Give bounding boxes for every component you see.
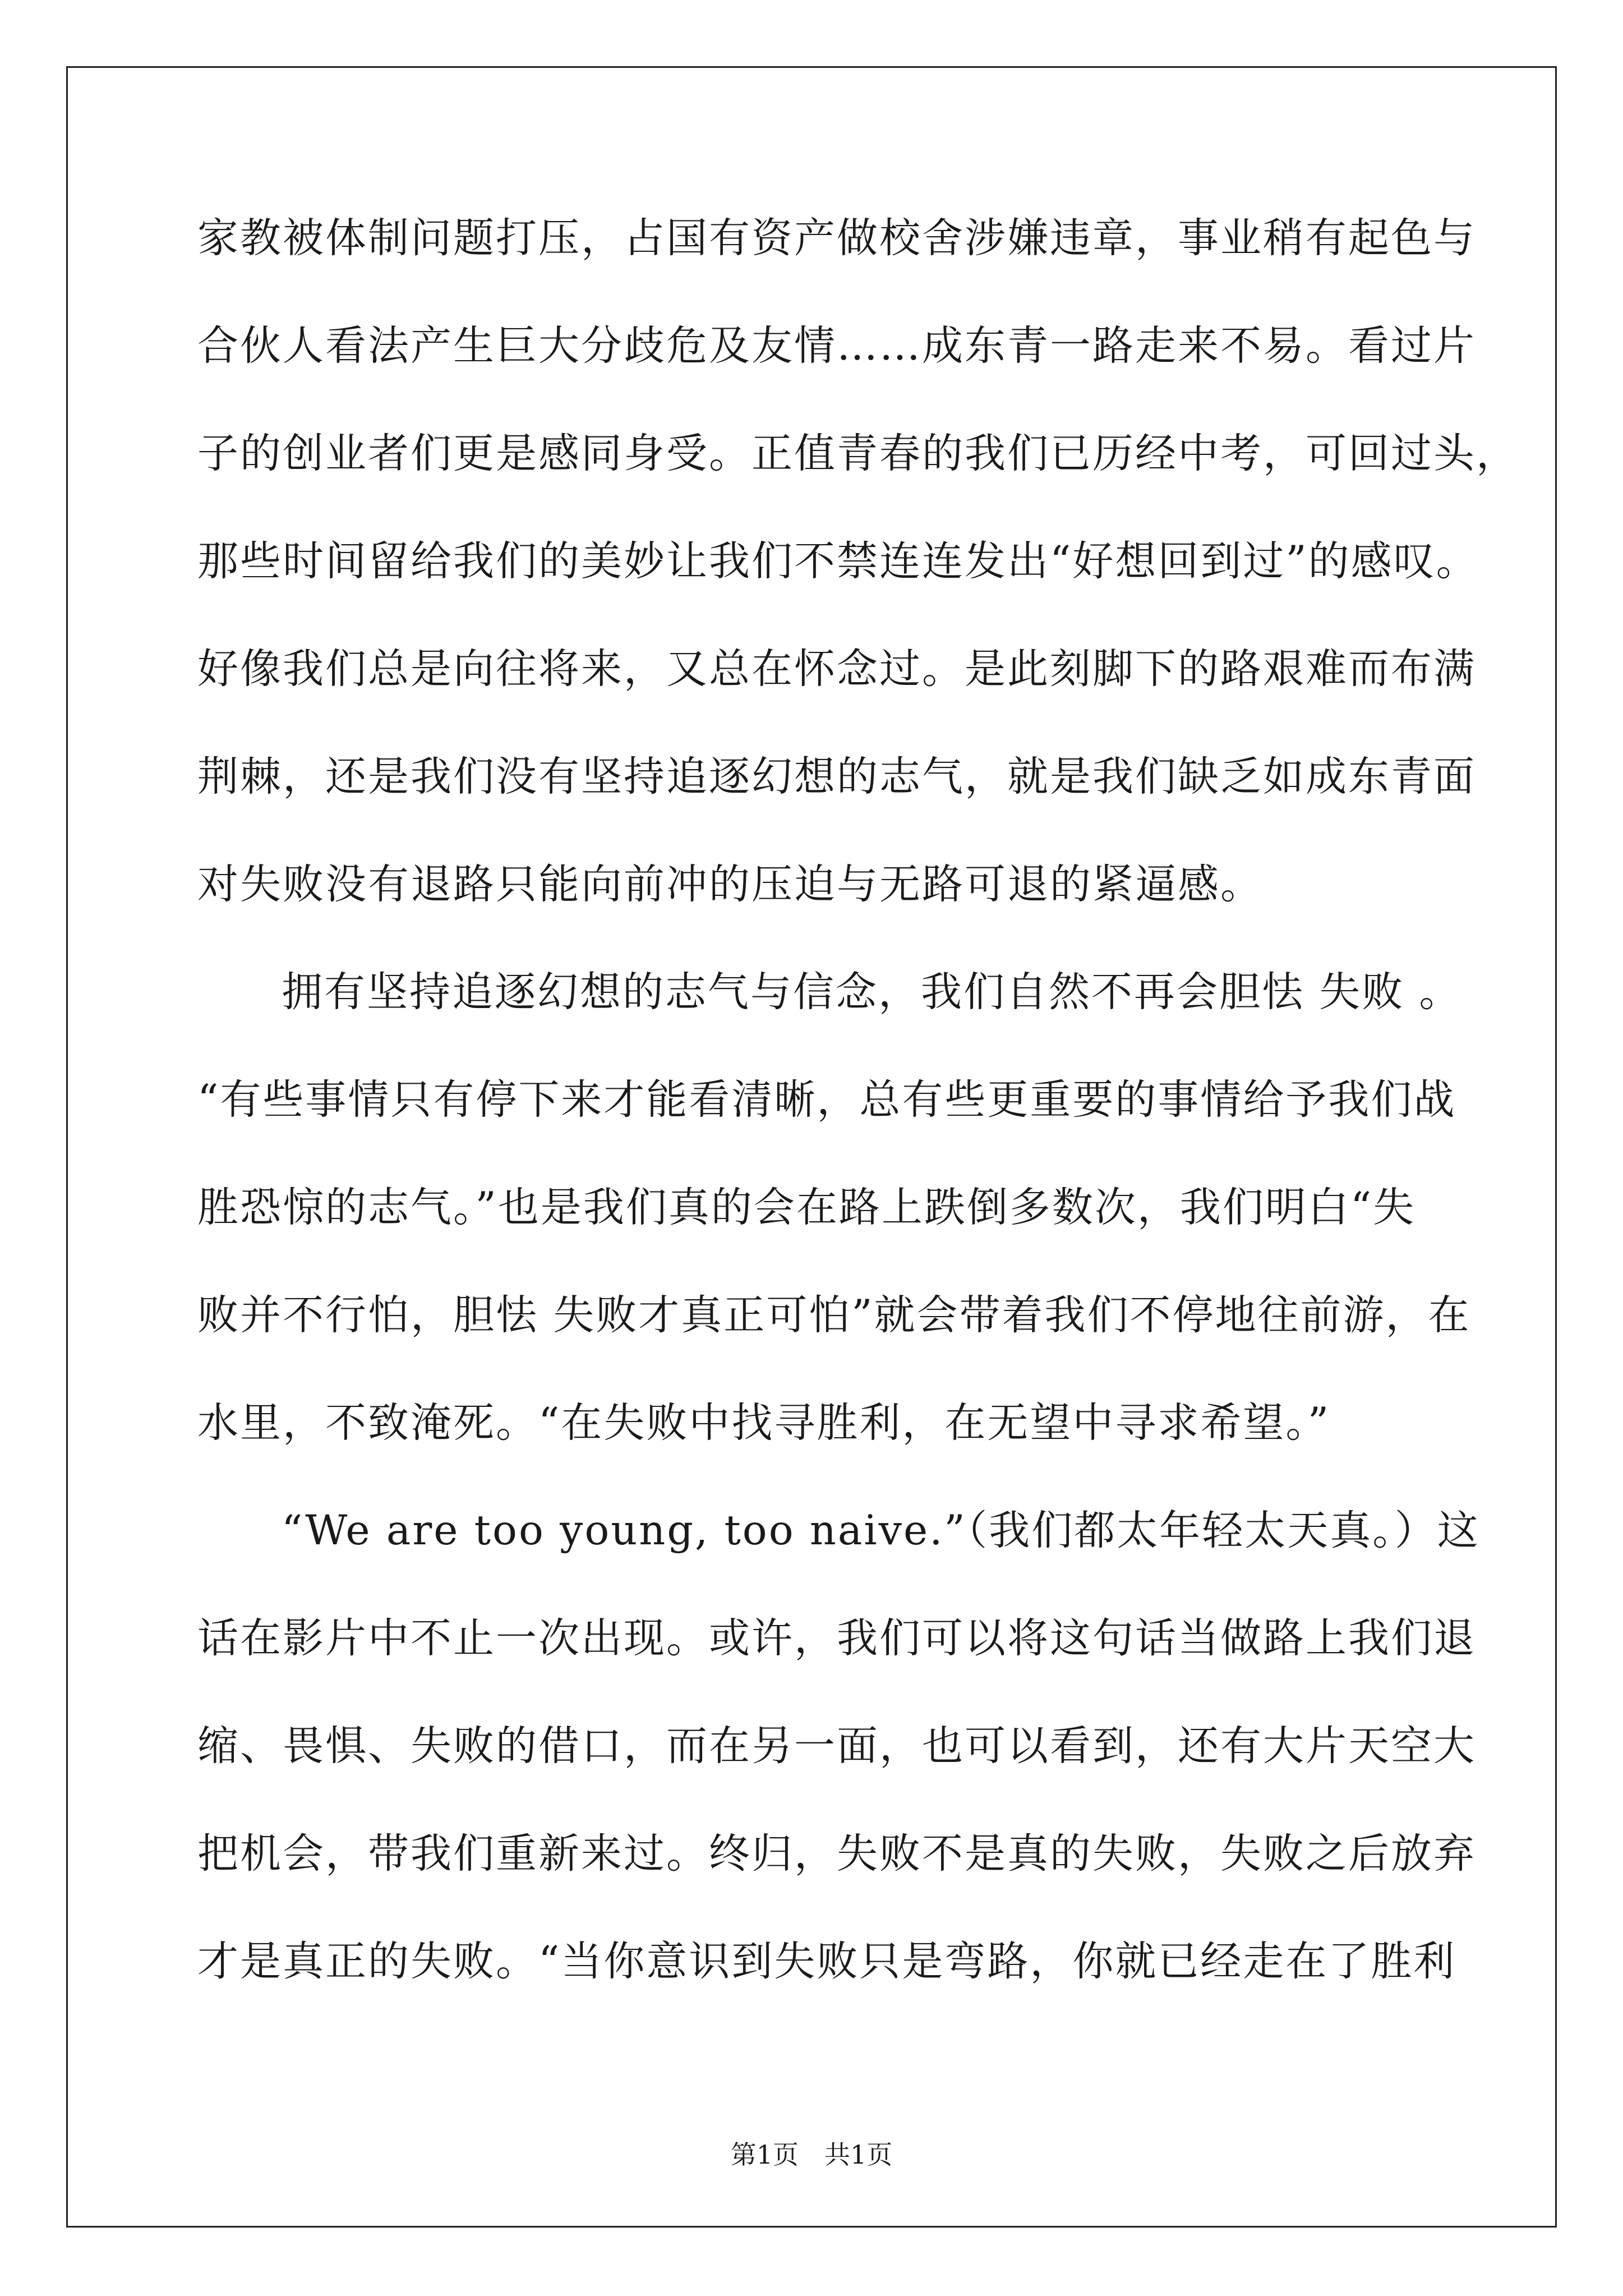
text-line: 子的创业者们更是感同身受。正值青春的我们已历经中考，可回过头， bbox=[197, 430, 1519, 477]
text-line: 缩、畏惧、失败的借口，而在另一面，也可以看到，还有大片天空大 bbox=[197, 1722, 1476, 1770]
paragraph-start-line: “We are too young, too naive.”（我们都太年轻太天真。）这 bbox=[282, 1507, 1480, 1554]
text-line: 那些时间留给我们的美妙让我们不禁连连发出“好想回到过”的感叹。 bbox=[197, 537, 1479, 585]
text-line: 水里，不致淹死。“在失败中找寻胜利，在无望中寻求希望。” bbox=[197, 1399, 1331, 1447]
text-line: 家教被体制问题打压，占国有资产做校舍涉嫌违章，事业稍有起色与 bbox=[197, 214, 1476, 262]
text-line: 才是真正的失败。“当你意识到失败只是弯路，你就已经走在了胜利 bbox=[197, 1938, 1456, 1985]
text-line: 对失败没有退路只能向前冲的压迫与无路可退的紧逼感。 bbox=[197, 861, 1263, 908]
document-body bbox=[197, 202, 1519, 2033]
text-line: 合伙人看法产生巨大分歧危及友情……成东青一路走来不易。看过片 bbox=[197, 322, 1476, 370]
text-line: “有些事情只有停下来才能看清晰，总有些更重要的事情给予我们战 bbox=[197, 1076, 1456, 1124]
page-footer: 第1页 共1页 bbox=[730, 2139, 893, 2170]
text-line: 话在影片中不止一次出现。或许，我们可以将这句话当做路上我们退 bbox=[197, 1614, 1476, 1662]
text-line: 把机会，带我们重新来过。终归，失败不是真的失败，失败之后放弃 bbox=[197, 1830, 1476, 1878]
paragraph-start-line: 拥有坚持追逐幻想的志气与信念，我们自然不再会胆怯 失败 。 bbox=[282, 968, 1462, 1016]
text-line: 荆棘，还是我们没有坚持追逐幻想的志气，就是我们缺乏如成东青面 bbox=[197, 753, 1476, 800]
text-line: 败并不行怕，胆怯 失败才真正可怕”就会带着我们不停地往前游，在 bbox=[197, 1291, 1471, 1339]
text-line: 胜恐惊的志气。”也是我们真的会在路上跌倒多数次，我们明白“失 bbox=[197, 1184, 1416, 1231]
text-line: 好像我们总是向往将来，又总在怀念过。是此刻脚下的路艰难而布满 bbox=[197, 645, 1476, 693]
